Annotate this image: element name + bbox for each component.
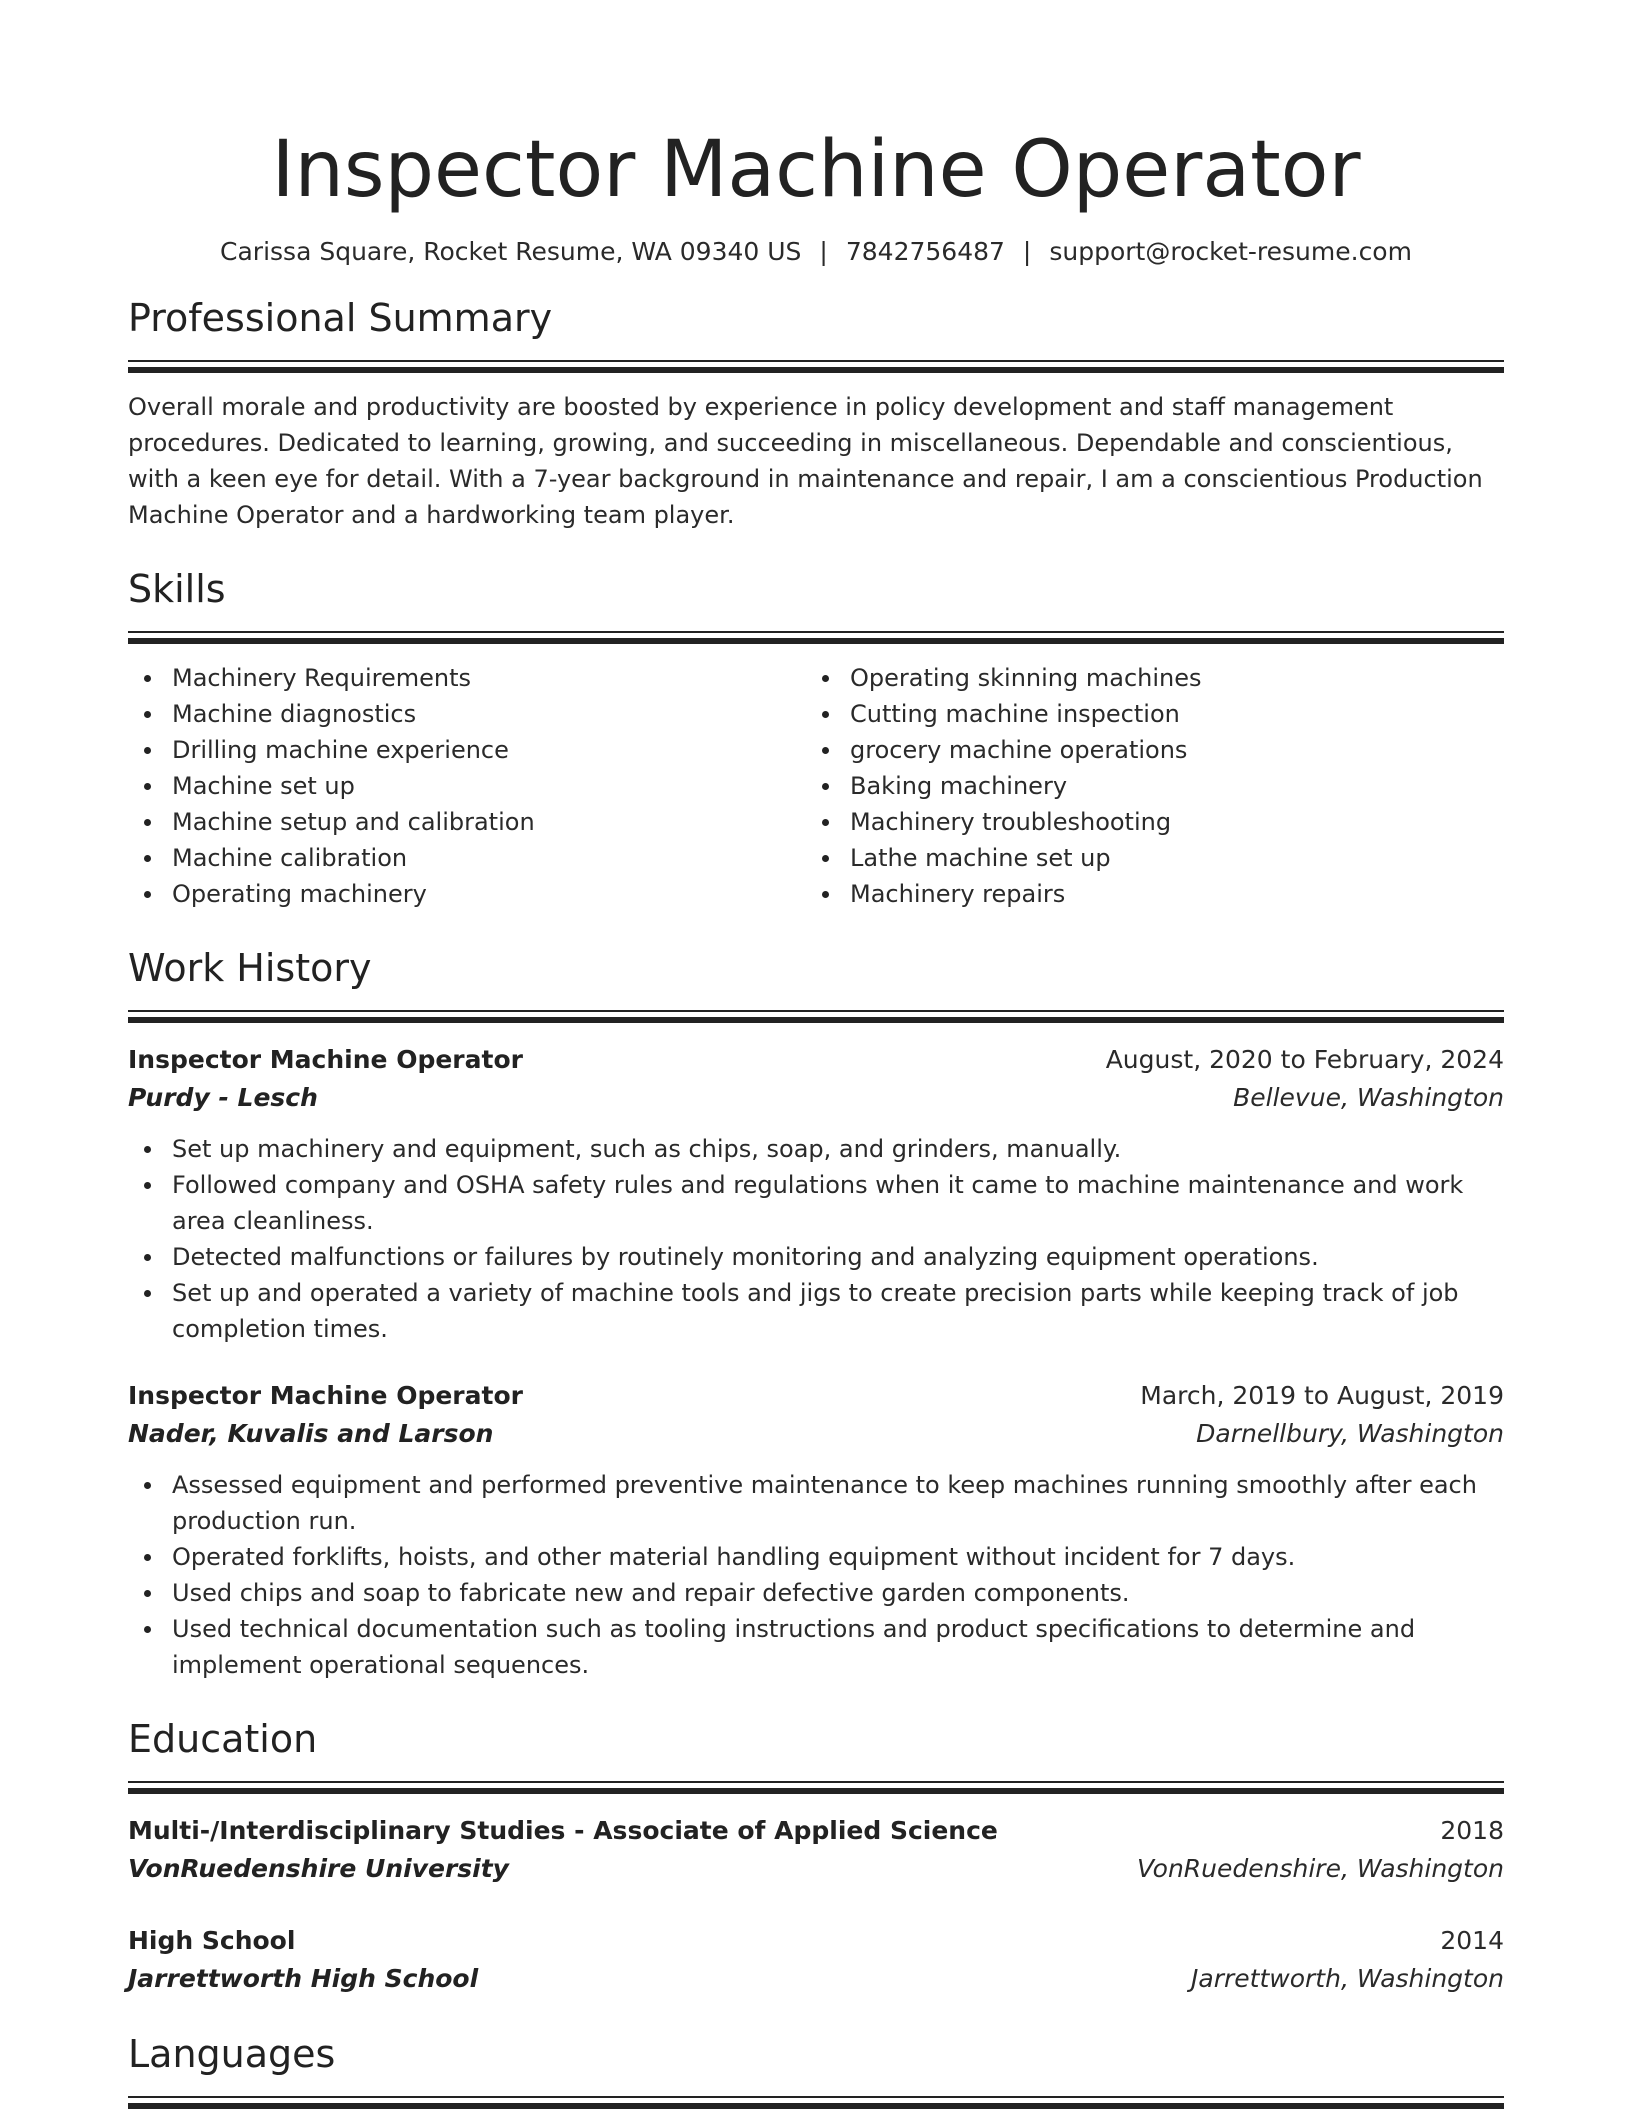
section-divider <box>128 360 1504 375</box>
job-bullet: Used technical documentation such as tooling instructions and product specifications to determine and implement operational sequences. <box>128 1611 1504 1683</box>
skill-item: Cutting machine inspection <box>806 696 1484 732</box>
skill-item: Machine setup and calibration <box>128 804 806 840</box>
skill-item: Machine calibration <box>128 840 806 876</box>
job-bullet: Assessed equipment and performed preventive maintenance to keep machines running smoothly after each production run. <box>128 1467 1504 1539</box>
contact-line <box>128 232 1504 272</box>
job-bullet: Detected malfunctions or failures by routinely monitoring and analyzing equipment operations. <box>128 1239 1504 1275</box>
education-year: 2018 <box>1440 1816 1504 1845</box>
education-entry <box>128 1812 1504 1888</box>
skill-item: Machinery Requirements <box>128 660 806 696</box>
skill-item: Machinery troubleshooting <box>806 804 1484 840</box>
education-degree: High School <box>128 1926 296 1955</box>
section-title-education: Education <box>128 1717 318 1761</box>
skill-item: Lathe machine set up <box>806 840 1484 876</box>
education-location: Jarrettworth, Washington <box>1191 1964 1504 1993</box>
skill-item: Baking machinery <box>806 768 1484 804</box>
education-year: 2014 <box>1440 1926 1504 1955</box>
skill-item: Machine diagnostics <box>128 696 806 732</box>
contact-phone: 7842756487 <box>845 237 1005 266</box>
summary-section <box>128 292 1504 533</box>
job-bullet: Followed company and OSHA safety rules and regulations when it came to machine maintenance and work area cleanliness. <box>128 1167 1504 1239</box>
contact-separator: | <box>1022 237 1032 266</box>
section-title-languages: Languages <box>128 2032 336 2076</box>
education-section <box>128 1713 1504 1998</box>
job-bullet: Used chips and soap to fabricate new and repair defective garden components. <box>128 1575 1504 1611</box>
resume-page <box>128 0 1504 2111</box>
education-school: VonRuedenshire University <box>128 1854 509 1883</box>
job-dates: March, 2019 to August, 2019 <box>1140 1381 1504 1410</box>
section-divider <box>128 631 1504 646</box>
contact-email: support@rocket-resume.com <box>1049 237 1412 266</box>
job-entry <box>128 1041 1504 1347</box>
job-location: Bellevue, Washington <box>1233 1083 1504 1112</box>
job-dates: August, 2020 to February, 2024 <box>1105 1045 1504 1074</box>
education-degree: Multi-/Interdisciplinary Studies - Associate of Applied Science <box>128 1816 998 1845</box>
skills-list-left <box>128 660 806 912</box>
section-title-summary: Professional Summary <box>128 296 553 340</box>
section-divider <box>128 1781 1504 1796</box>
section-title-skills: Skills <box>128 567 226 611</box>
work-history-section <box>128 942 1504 1683</box>
education-location: VonRuedenshire, Washington <box>1137 1854 1504 1883</box>
job-entry <box>128 1377 1504 1683</box>
languages-section <box>128 2028 1504 2111</box>
resume-name: Inspector Machine Operator <box>271 125 1361 215</box>
skill-item: grocery machine operations <box>806 732 1484 768</box>
skill-item: Machinery repairs <box>806 876 1484 912</box>
job-bullets <box>128 1467 1504 1683</box>
skills-section <box>128 563 1504 912</box>
summary-text: Overall morale and productivity are boosted by experience in policy development and staff management procedures. Dedicated to learning, growing, and succeeding in miscellaneous. Dependable and conscientious, with a keen eye for detail. With a 7-year background in maintenance and repair, I am a conscientious Production Machine Operator and a hardworking team player. <box>128 393 1483 529</box>
job-location: Darnellbury, Washington <box>1196 1419 1504 1448</box>
job-bullets <box>128 1131 1504 1347</box>
job-title: Inspector Machine Operator <box>128 1381 523 1410</box>
job-bullet: Set up and operated a variety of machine tools and jigs to create precision parts while keeping track of job completion times. <box>128 1275 1504 1347</box>
education-entry <box>128 1922 1504 1998</box>
skill-item: Operating skinning machines <box>806 660 1484 696</box>
skill-item: Machine set up <box>128 768 806 804</box>
section-divider <box>128 2096 1504 2111</box>
job-bullet: Operated forklifts, hoists, and other material handling equipment without incident for 7 days. <box>128 1539 1504 1575</box>
contact-separator: | <box>819 237 828 266</box>
section-title-work: Work History <box>128 946 372 990</box>
job-company: Nader, Kuvalis and Larson <box>128 1419 494 1448</box>
education-school: Jarrettworth High School <box>128 1964 479 1993</box>
job-company: Purdy - Lesch <box>128 1083 318 1112</box>
job-bullet: Set up machinery and equipment, such as chips, soap, and grinders, manually. <box>128 1131 1504 1167</box>
section-divider <box>128 1010 1504 1025</box>
skills-list-right <box>806 660 1484 912</box>
skill-item: Drilling machine experience <box>128 732 806 768</box>
job-title: Inspector Machine Operator <box>128 1045 523 1074</box>
skills-columns <box>128 660 1504 912</box>
contact-address: Carissa Square, Rocket Resume, WA 09340 US <box>220 237 802 266</box>
skill-item: Operating machinery <box>128 876 806 912</box>
